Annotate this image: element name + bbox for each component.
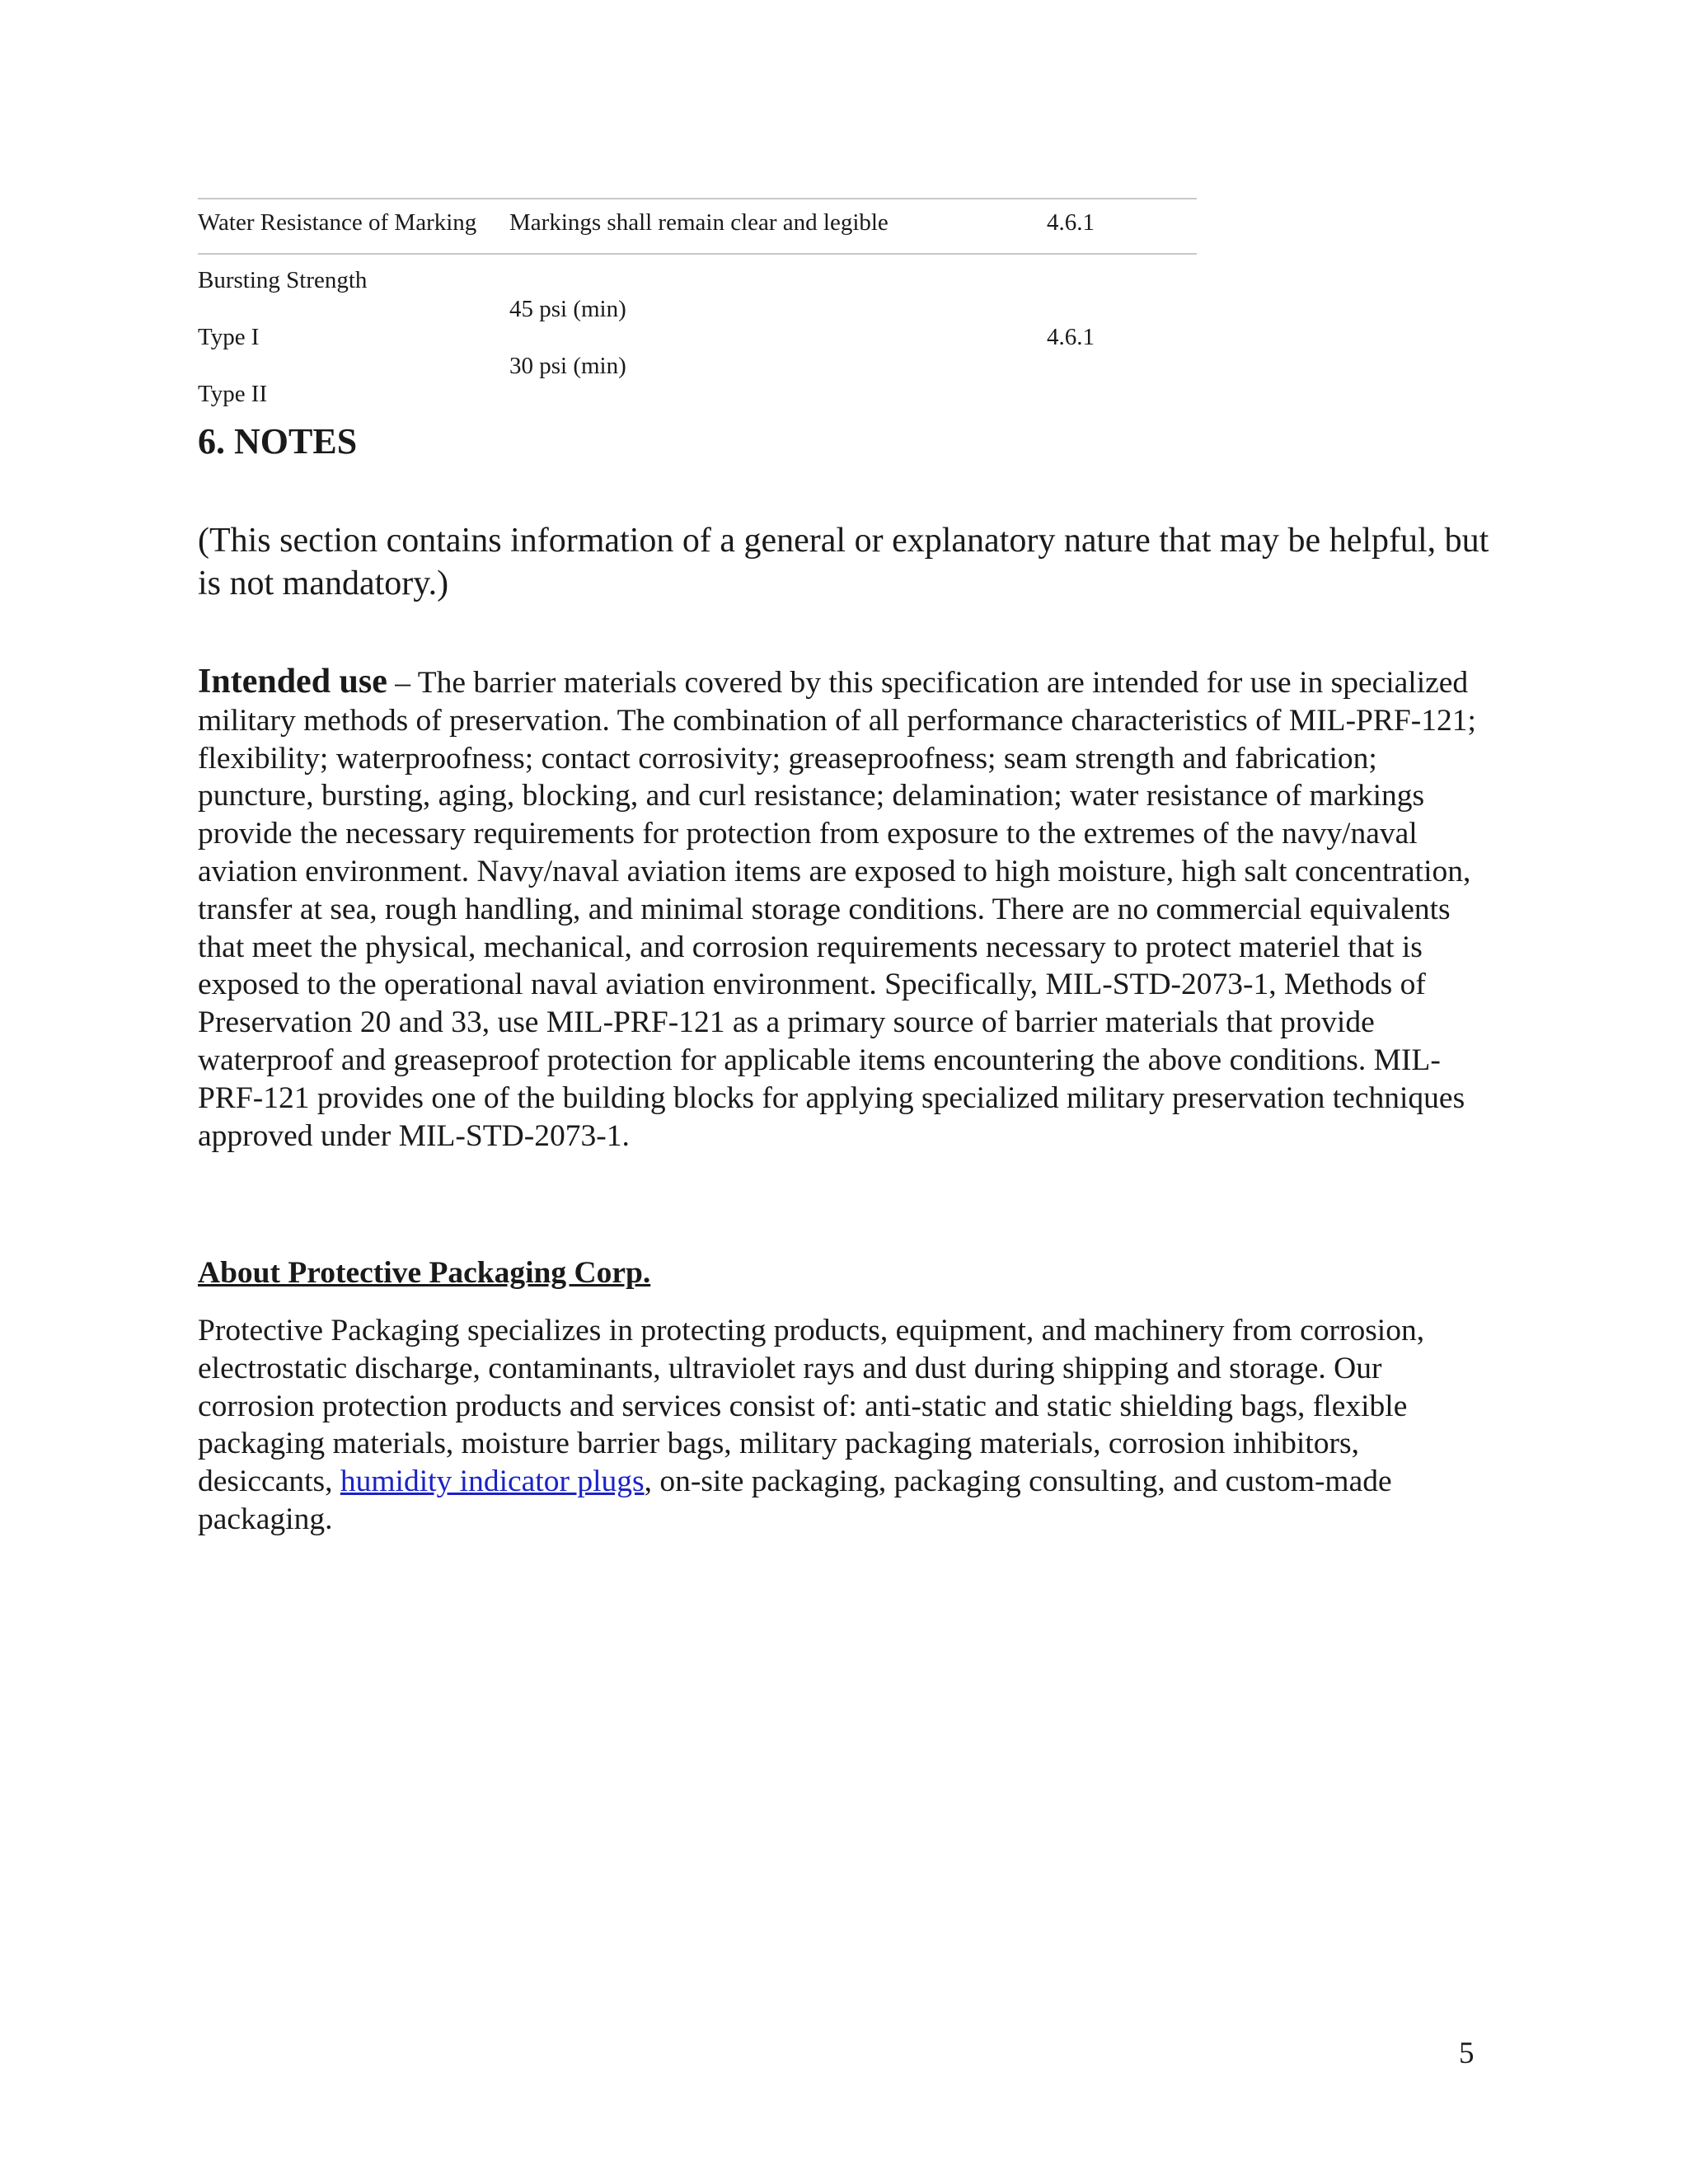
table-cell-property: Water Resistance of Marking <box>198 209 477 236</box>
table-rule-top <box>198 198 1197 199</box>
table-cell-sub-item: Type I <box>198 324 260 350</box>
notes-heading: 6. NOTES <box>198 421 358 462</box>
about-text-after-link: , on-site packaging, packaging consulting, and custom-made packaging. <box>198 1465 1392 1536</box>
table-cell-requirement: Markings shall remain clear and legible <box>509 209 889 236</box>
table-cell-property: Bursting Strength <box>198 267 368 293</box>
intended-use-text: – The barrier materials covered by this specification are intended for use in specialized military methods of preservation. The combination of all performance characteristics of MIL-PRF-121; flexibility; waterproofness; contact corrosivity; greaseproofness; seam strength and fabrication; puncture, bursting, aging, blocking, and curl resistance; delamination; water resistance of markings provide the necessary requirements for protection from exposure to the extremes of the navy/naval aviation environment. Navy/naval aviation items are exposed to high moisture, high salt concentration, transfer at sea, rough handling, and minimal storage conditions. There are no commercial equivalents that meet the physical, mechanical, and corrosion requirements necessary to protect materiel that is exposed to the operational naval aviation environment. Specifically, MIL-STD-2073-1, Methods of Preservation 20 and 33, use MIL-PRF-121 as a primary source of barrier materials that provide waterproof and greaseproof protection for applicable items encountering the above conditions. MIL-PRF-121 provides one of the building blocks for applying specialized military preservation techniques approved under MIL-STD-2073-1. <box>198 666 1476 1153</box>
about-heading: About Protective Packaging Corp. <box>198 1256 651 1290</box>
intended-use-lead: Intended use <box>198 663 387 701</box>
table-cell-test-method: 4.6.1 <box>1047 324 1095 350</box>
page-number: 5 <box>1459 2036 1475 2070</box>
table-cell-requirement: 30 psi (min) <box>509 353 626 379</box>
intended-use-paragraph <box>198 663 1496 1155</box>
notes-intro-paragraph: (This section contains information of a general or explanatory nature that may be helpful, but is not mandatory.) <box>198 522 1489 602</box>
table-cell-test-method: 4.6.1 <box>1047 209 1095 236</box>
about-text-before-link: Protective Packaging specializes in protecting products, equipment, and machinery from corrosion, electrostatic discharge, contaminants, ultraviolet rays and dust during shipping and storage. Our corrosion protection products and services consist of: anti-static and static shielding bags, flexible packaging materials, moisture barrier bags, military packaging materials, corrosion inhibitors, desiccants, <box>198 1314 1425 1499</box>
table-cell-sub-item: Type II <box>198 381 268 407</box>
table-cell-requirement: 45 psi (min) <box>509 296 626 322</box>
about-paragraph <box>198 1312 1496 1539</box>
humidity-indicator-plugs-link[interactable]: humidity indicator plugs <box>340 1465 645 1499</box>
table-rule-row <box>198 253 1197 255</box>
